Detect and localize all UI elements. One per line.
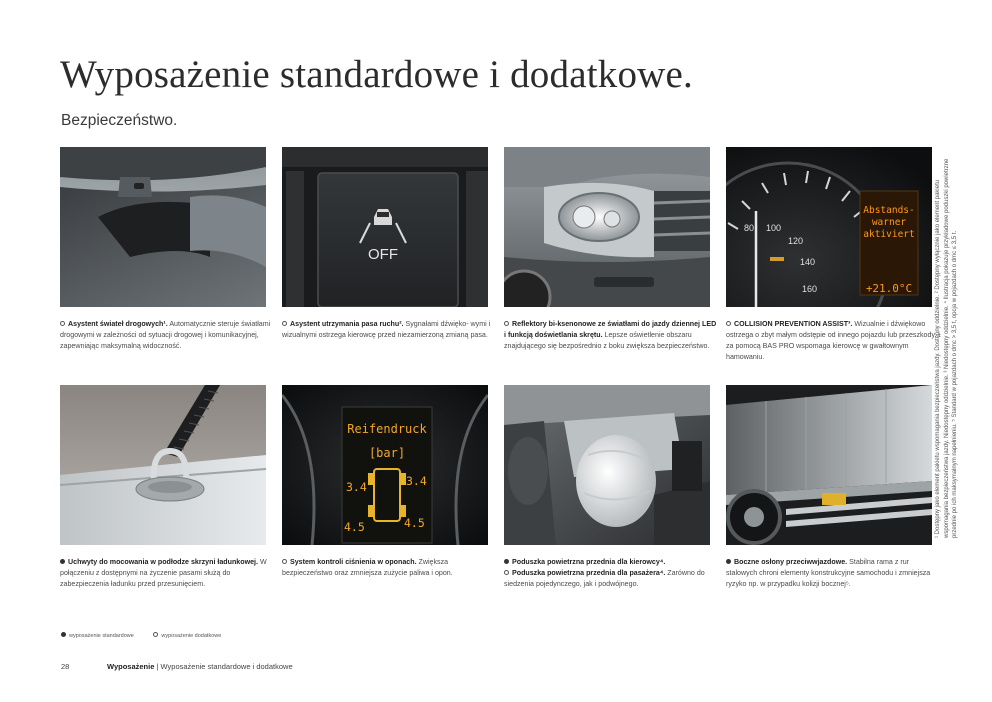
off-label: OFF xyxy=(368,246,398,263)
feature-description: Wizualnie i dźwiękowo ostrzega o zbyt małym odstępie od innego pojazdu lub przeszkody, i za pomocą BAS PRO wspomaga kierowcę w gwałtownym hamowaniu. xyxy=(726,320,940,361)
page-footer xyxy=(61,662,293,671)
footer-separator: | xyxy=(154,662,161,671)
feature-caption xyxy=(60,557,274,590)
speed-tick-label: 80 xyxy=(744,223,755,233)
feature-name: Asystent utrzymania pasa ruchu². xyxy=(290,320,404,328)
tie-down-ring-photo xyxy=(60,385,266,545)
headlight-photo xyxy=(504,147,710,307)
optional-equipment-bullet xyxy=(282,321,287,326)
feature-name: Boczne osłony przeciwwjazdowe. xyxy=(734,558,848,566)
tire-pressure-display-photo xyxy=(282,385,488,545)
legend-optional-label: wyposażenie dodatkowe xyxy=(161,633,222,639)
legend-standard xyxy=(61,633,134,639)
feature-caption xyxy=(282,319,496,341)
feature-name: COLLISION PREVENTION ASSIST³. xyxy=(734,320,853,328)
legend-standard-label: wyposażenie standardowe xyxy=(69,633,134,639)
feature-name: Uchwyty do mocowania w podłodze skrzyni ładunkowej. xyxy=(68,558,258,566)
speed-tick-label: 160 xyxy=(802,284,818,294)
standard-equipment-bullet xyxy=(61,632,66,637)
warning-display-line: warner xyxy=(871,217,907,228)
lane-assist-button-photo xyxy=(282,147,488,307)
rear-left-pressure: 4.5 xyxy=(344,520,365,534)
optional-equipment-bullet xyxy=(504,570,509,575)
feature-caption xyxy=(282,557,496,579)
tire-pressure-title: Reifendruck xyxy=(347,422,427,436)
feature-name: System kontroli ciśnienia w oponach. xyxy=(290,558,417,566)
optional-equipment-bullet xyxy=(60,321,65,326)
feature-name: Poduszka powietrzna przednia dla kierowcy⁴. xyxy=(512,558,666,566)
front-right-pressure: 3.4 xyxy=(406,474,427,488)
pressure-unit: [bar] xyxy=(368,446,406,460)
feature-caption xyxy=(60,319,274,352)
feature-description: Zwiększa bezpieczeństwo oraz zmniejsza zużycie paliwa i opon. xyxy=(282,558,453,577)
feature-description: Stabilna rama z rur stalowych chroni elementy konstrukcyjne samochodu i zmniejsza ryzyko np. w przypadku kolizji bocznej⁵. xyxy=(726,558,931,588)
legend-optional xyxy=(153,633,221,639)
standard-equipment-bullet xyxy=(726,559,731,564)
equipment-legend xyxy=(61,632,239,639)
airbag-photo xyxy=(504,385,710,545)
optional-equipment-bullet xyxy=(504,321,509,326)
standard-equipment-bullet xyxy=(60,559,65,564)
instrument-cluster-photo xyxy=(726,147,932,307)
temperature-readout: +21.0°C xyxy=(865,282,913,295)
page-number: 28 xyxy=(61,662,70,671)
windshield-camera-photo xyxy=(60,147,266,307)
front-left-pressure: 3.4 xyxy=(346,480,367,494)
feature-caption xyxy=(726,557,940,590)
feature-description: W połączeniu z dostępnymi na życzenie pasami służą do zabezpieczenia ładunku przed przesunięciem. xyxy=(60,558,267,588)
speed-tick-label: 140 xyxy=(800,257,816,267)
feature-name: Asystent świateł drogowych¹. xyxy=(68,320,168,328)
speed-tick-label: 100 xyxy=(766,223,782,233)
footer-section: Wyposażenie xyxy=(107,662,155,671)
optional-equipment-bullet xyxy=(282,559,287,564)
page-title: Wyposażenie standardowe i dodatkowe. xyxy=(60,53,693,96)
section-subtitle: Bezpieczeństwo. xyxy=(61,112,178,129)
footnotes: ¹ Dostępny jako element pakietu wspomagania bezpieczeństwa jazdy. Dostępny oddzielnie. ² Dostępny wyłącznie jako element pakietu wspomagania bezpieczeństwa jazdy. Niedostępny oddzielnie. ³ Niedostępny oddzielnie. ⁴ Ilustracja pokazuje przykładowe poduszki powietrzne przednie po ich maksymalnym napełnieniu. ⁵ Standard w pojazdach o dmc > 3,5 t, opcja w pojazdach o dmc ≤ 3,5 t. xyxy=(935,158,959,538)
feature-description: Zarówno do siedzenia pojedynczego, jak i podwójnego. xyxy=(504,569,705,588)
standard-equipment-bullet xyxy=(504,559,509,564)
side-underride-guard-photo xyxy=(726,385,932,545)
feature-name-secondary: Poduszka powietrzna przednia dla pasażera⁴. xyxy=(512,569,666,577)
rear-right-pressure: 4.5 xyxy=(404,516,425,530)
feature-name: Reflektory bi-ksenonowe ze światłami do jazdy dziennej LED i funkcją doświetlania skrętu. xyxy=(504,320,717,339)
optional-equipment-bullet xyxy=(153,632,158,637)
warning-display-line: Abstands- xyxy=(863,205,915,216)
feature-description: Lepsze oświetlenie obszaru znajdującego się bezpośrednio z boku zwiększa bezpieczeństwo. xyxy=(504,331,710,350)
warning-display-line: aktiviert xyxy=(863,229,915,240)
footer-subsection: Wyposażenie standardowe i dodatkowe xyxy=(160,662,293,671)
optional-equipment-bullet xyxy=(726,321,731,326)
speed-tick-label: 120 xyxy=(788,236,804,246)
feature-caption xyxy=(504,557,718,590)
feature-caption xyxy=(504,319,718,352)
feature-description: Automatycznie steruje światłami drogowymi w zależności od sytuacji drogowej i komunikacyjnej, zapewniając maksymalną widoczność. xyxy=(60,320,271,350)
feature-description: Sygnałami dźwięko- wymi i wizualnymi ostrzega kierowcę przed niezamierzoną zmianą pasa. xyxy=(282,320,491,339)
feature-caption xyxy=(726,319,940,363)
